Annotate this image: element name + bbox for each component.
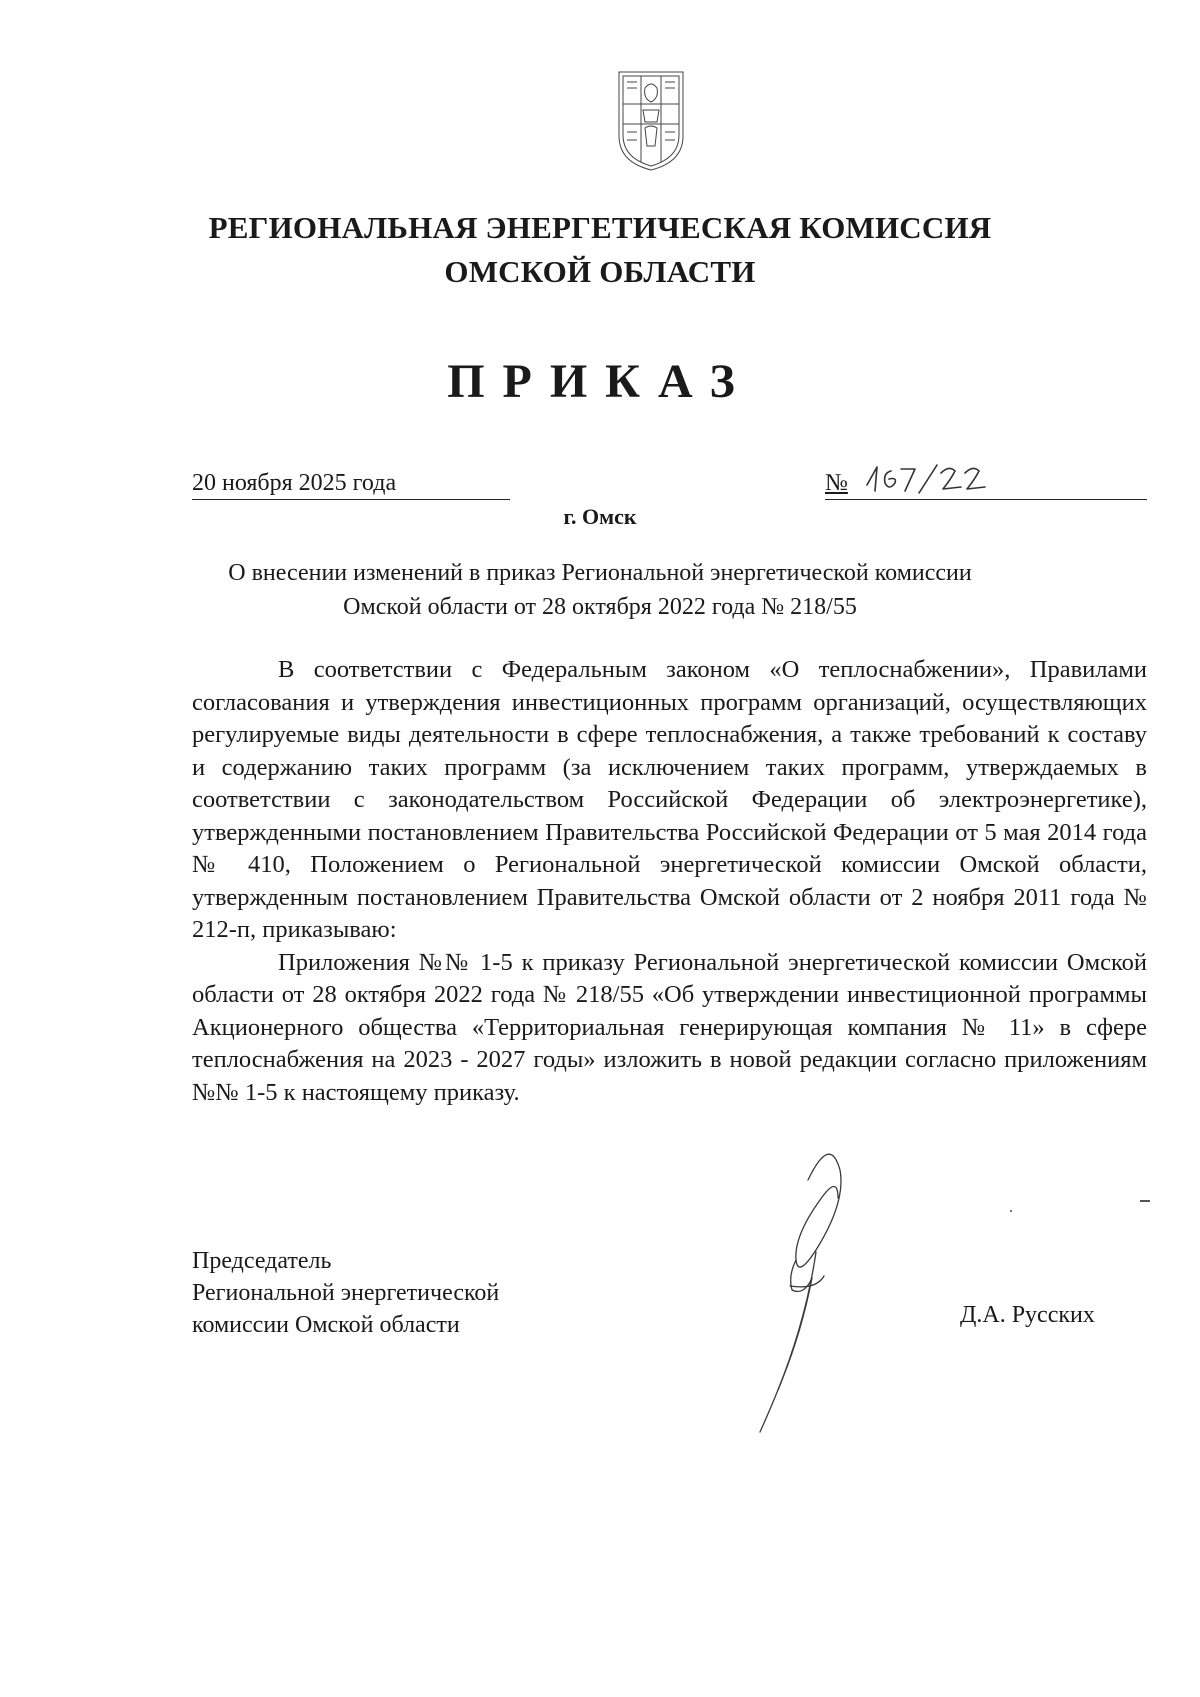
document-type-title: ПРИКАЗ: [447, 355, 753, 408]
signatory-position: [192, 1245, 499, 1341]
scan-speck: [1010, 1210, 1012, 1212]
order-date-text: 20 ноября 2025 года: [192, 470, 397, 496]
body-paragraph-legal-basis: В соответствии с Федеральным законом «О теплоснабжении», Правилами согласования и утверждения инвестиционных программ организаций, осуществляющих регулируемые виды деятельности в сфере теплоснабжения, а также требований к составу и содержанию таких программ (за исключением таких программ, утверждаемых в соответствии с законодательством Российской Федерации об электроэнергетике), утвержденными постановлением Правительства Российской Федерации от 5 мая 2014 года № 410, Положением о Региональной энергетической комиссии Омской области, утвержденным постановлением Правительства Омской области от 2 ноября 2011 года № 212-п, приказываю:: [192, 656, 1147, 943]
order-body: [192, 654, 1147, 1109]
signatory-position-line1: Председатель: [192, 1248, 332, 1274]
order-date: [192, 467, 510, 500]
order-number: [825, 467, 1147, 500]
scan-speck: [1140, 1200, 1150, 1202]
organization-title-line2: ОМСКОЙ ОБЛАСТИ: [444, 254, 756, 289]
order-subject-line2: Омской области от 28 октября 2022 года № 218/55: [343, 594, 857, 620]
body-paragraph-resolution: Приложения №№ 1-5 к приказу Региональной энергетической комиссии Омской области от 28 октября 2022 года № 218/55 «Об утверждении инвестиционной программы Акционерного общества «Территориальная генерирующая компания № 11» в сфере теплоснабжения на 2023 - 2027 годы» изложить в новой редакции согласно приложениям №№ 1-5 к настоящему приказу.: [192, 948, 1147, 1106]
signatory-name: Д.А. Русских: [960, 1302, 1095, 1328]
order-subject: [160, 556, 1040, 624]
city-label: г. Омск: [563, 504, 637, 529]
signatory-position-line3: комиссии Омской области: [192, 1312, 460, 1338]
coat-of-arms-icon: [615, 66, 687, 174]
handwritten-order-number: [861, 461, 991, 497]
handwritten-signature: [720, 1140, 940, 1440]
order-subject-line1: О внесении изменений в приказ Региональной энергетической комиссии: [228, 560, 972, 586]
number-sign: №: [825, 470, 848, 496]
signatory-position-line2: Региональной энергетической: [192, 1280, 500, 1306]
organization-title-line1: РЕГИОНАЛЬНАЯ ЭНЕРГЕТИЧЕСКАЯ КОМИССИЯ: [208, 210, 992, 245]
